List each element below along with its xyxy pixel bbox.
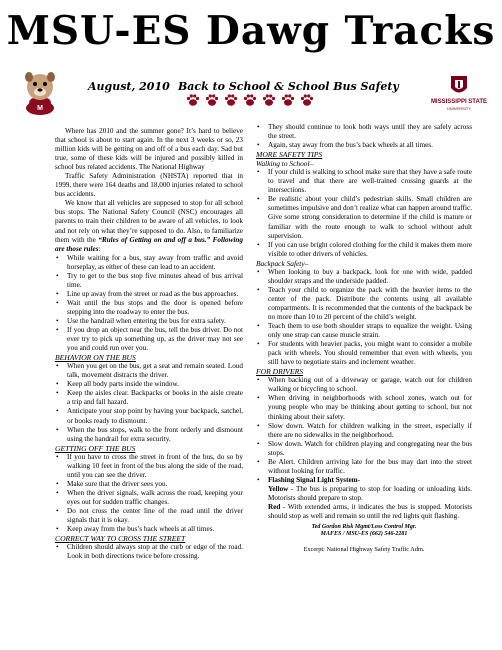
list-item: • Children should always stop at the curb or edge of the road. Look in both directions twice before crossing. [55, 543, 243, 561]
list-item: • Teach them to use both shoulder straps to equalize the weight. Using only one strap can cause muscle strain. [256, 322, 472, 340]
list-item: • If you have to cross the street in front of the bus, do so by walking 10 feet in front of the bus along the side of the road, until you can see the driver. [55, 453, 243, 480]
list-item: • Make sure that the driver sees you. [55, 480, 243, 489]
msu-logo [427, 74, 491, 110]
list-item: • Wait until the bus stops and the door is opened before stepping into the roadway to enter the bus. [55, 299, 243, 317]
newsletter-title: MSU-ES Dawg Tracks [6, 8, 496, 54]
bulldog-mascot-icon [20, 68, 60, 116]
list-item: • When you get on the bus, get a seat and remain seated. Loud talk, movement distracts the driver. [55, 362, 243, 380]
rules-colon: : [98, 244, 101, 253]
list-item: • Slow down. Watch for children walking in the street, especially if there are no sidewalks in the neighborhood. [256, 422, 472, 440]
crossing-continued-list [256, 123, 472, 150]
list-item: • They should continue to look both ways until they are safely across the street. [256, 123, 472, 141]
list-item: • Anticipate your stop point by having your backpack, satchel, or books ready to dismount. [55, 407, 243, 425]
author-credit [256, 524, 472, 538]
nsc-paragraph [55, 199, 243, 253]
paw-print-row [150, 93, 350, 107]
walking-heading: Walking to School– [256, 159, 314, 169]
list-item: • When driving in neighborhoods with school zones, watch out for young people who may be thinking about getting to school, but not thinking about their safety. [256, 394, 472, 421]
paw-icon [300, 93, 314, 107]
crossing-heading: CORRECT WAY TO CROSS THE STREET [55, 534, 186, 544]
list-item: • While waiting for a bus, stay away from traffic and avoid horseplay, as either of these can lead to an accident. [55, 254, 243, 272]
list-item: • Again, stay away from the bus’s back wheels at all times. [256, 141, 472, 150]
issue-date: August, 2010 [88, 80, 170, 93]
list-item: • Try to get to the bus stop five minutes ahead of bus arrival time. [55, 272, 243, 290]
list-item: • Line up away from the street or road as the bus approaches. [55, 290, 243, 299]
msu-seal-icon [427, 74, 491, 100]
right-column [256, 123, 472, 554]
nhtsa-paragraph: Traffic Safety Administration (NHSTA) reported that in 1999, there were 164 deaths and 18,000 injuries related to school bus accidents. [55, 172, 243, 199]
getting-off-heading: GETTING OFF THE BUS [55, 443, 136, 453]
list-item: • If your child is walking to school make sure that they have a safe route to travel and that there are well-trained crossing guards at the intersections. [256, 168, 472, 195]
paw-icon [281, 93, 295, 107]
list-item: • Be Alert. Children arriving late for the bus may dart into the street without looking for traffic. [256, 458, 472, 476]
list-item: • If you drop an object near the bus, tell the bus driver. Do not ever try to pick up something up, as the driver may not see you and could run over you. [55, 326, 243, 353]
behavior-list [55, 362, 243, 443]
backpack-heading: Backpack Safety– [256, 258, 309, 268]
list-item: • For students with heavier packs, you might want to consider a mobile pack with wheels. You should remember that even with wheels, you still have to negotiate stairs and inclement weather. [256, 340, 472, 367]
list-item: • When the bus stops, walk to the front orderly and dismount using the handrail for extra security. [55, 426, 243, 444]
list-item: • When the driver signals, walk across the road, keeping your eyes out for sudden traffic changes. [55, 489, 243, 507]
list-item: • Be realistic about your child’s pedestrian skills. Small children are sometimes impulsive and don’t realize what can happen around traffic. Give some strong consideration to determine if the child is mature or familiar with the route enough to walk to school without adult supervision. [256, 195, 472, 240]
drivers-heading: FOR DRIVERS [256, 367, 304, 377]
backpack-list [256, 268, 472, 368]
paw-icon [205, 93, 219, 107]
svg-text:M: M [37, 105, 43, 112]
left-column [55, 127, 243, 561]
issue-subtitle: Back to School & School Bus Safety [178, 80, 399, 93]
paw-icon [243, 93, 257, 107]
list-item: • Keep all body parts inside the window. [55, 380, 243, 389]
list-item: • Do not cross the center line of the road until the driver signals that it is okay. [55, 507, 243, 525]
list-item [256, 476, 472, 521]
yellow-text: - The bus is preparing to stop for loading or unloading kids. Motorists should prepare to stop. [268, 484, 472, 502]
more-tips-heading: MORE SAFETY TIPS [256, 150, 323, 160]
list-item: • Slow down. Watch for children playing and congregating near the bus stops. [256, 440, 472, 458]
list-item: • If you can use bright colored clothing for the child it makes them more visible to other drivers of vehicles. [256, 241, 472, 259]
paw-icon [186, 93, 200, 107]
nsc-text: We know that all vehicles are supposed to stop for all school bus stops. The National Safety Council (NSC) encourages all parents to train their children to be aware of all vehicles, to look and not rely on what they’re supposed to do. Also, to familiarize them with the [55, 199, 243, 244]
flashing-signal-title: Flashing Signal Light System- [268, 475, 361, 484]
paw-icon [224, 93, 238, 107]
getting-off-list [55, 453, 243, 534]
source-note: Excerpt: National Highway Safety Traffic Adm. [303, 546, 425, 554]
list-item: • When looking to buy a backpack, look for one with wide, padded shoulder straps and the underside padded. [256, 268, 472, 286]
yellow-label: Yellow [268, 484, 289, 493]
list-item: • Keep the aisles clear. Backpacks or books in the aisle create a trip and fall hazard. [55, 389, 243, 407]
author-contact: MAFES / MSU-ES (662) 546-2281 [320, 531, 408, 538]
red-label: Red [268, 502, 281, 511]
rules-intro: “Rules of Getting on and off a bus.” Following are those rules [55, 235, 243, 253]
crossing-list [55, 543, 243, 561]
list-item: • Teach your child to organize the pack with the heavier items to the center of the pack. Distribute the contents using all available compartments. It is recommended that the contents of the backpack be no more than 10 to 20 percent of the child’s weight. [256, 286, 472, 322]
intro-paragraph: Where has 2010 and the summer gone? It’s hard to believe that school is about to start again. In the next 3 weeks or so, 23 million kids will be getting on and off of a bus each day. Sad but true, some of these kids will be injured and possibly killed in school bus related accidents. The National Highway [55, 127, 243, 172]
list-item: • Use the handrail when entering the bus for extra safety. [55, 317, 243, 326]
list-item: • Keep away from the bus’s back wheels at all times. [55, 525, 243, 534]
walking-list [256, 168, 472, 258]
logo-subtitle: UNIVERSITY [446, 106, 471, 111]
list-item: • When backing out of a driveway or garage, watch out for children walking or bicycling to school. [256, 376, 472, 394]
logo-name: MISSISSIPPI STATE [430, 99, 488, 105]
behavior-heading: BEHAVIOR ON THE BUS [55, 353, 136, 363]
paw-icon [262, 93, 276, 107]
waiting-rules-list [55, 254, 243, 354]
drivers-list [256, 376, 472, 521]
author-name: Ted Gordon Risk Mgmt/Loss Control Mgr. [311, 524, 417, 531]
red-text: - With extended arms, it indicates the bus is stopped. Motorists should stop as well and remain so until the red lights quit flashing. [268, 502, 472, 521]
